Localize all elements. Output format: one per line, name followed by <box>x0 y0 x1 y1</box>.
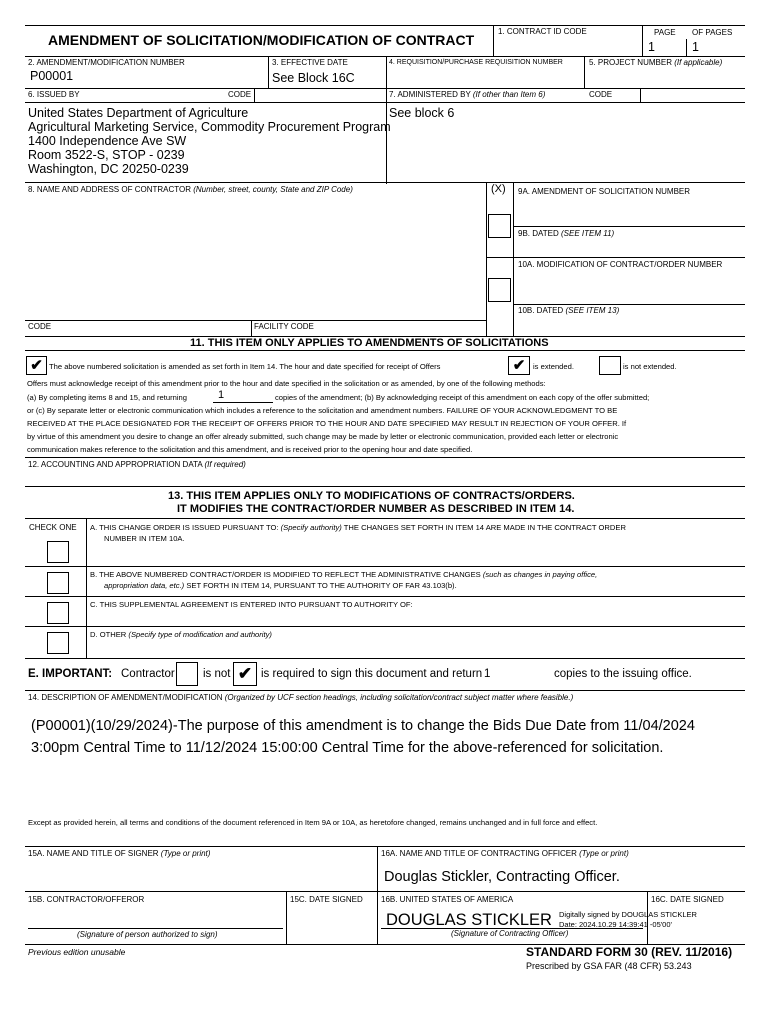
divider <box>386 56 387 88</box>
rule <box>25 88 745 89</box>
item-11-line-7: communication makes reference to the solicitation and this amendment, and is received prior to the opening hour and date specified. <box>27 445 473 454</box>
important-rest: is required to sign this document and return <box>261 668 483 680</box>
important-is-not: is not <box>203 668 231 680</box>
description-line-2: 3:00pm Central Time to 11/12/2024 15:00:00 Central Time for the above-referenced for solicitation. <box>31 740 664 756</box>
item-14-note: (Organized by UCF section headings, including solicitation/contract subject matter where feasible.) <box>224 693 574 702</box>
accounting-label <box>28 460 246 470</box>
prescribed-by: Prescribed by GSA FAR (48 CFR) 53.243 <box>526 961 692 971</box>
issued-by-line-2: Agricultural Marketing Service, Commodity Procurement Program <box>28 120 391 134</box>
administered-by-value: See block 6 <box>389 106 455 120</box>
divider <box>286 891 287 944</box>
divider <box>584 56 585 88</box>
rule <box>25 457 745 458</box>
divider <box>86 518 87 658</box>
except-text: Except as provided herein, all terms and conditions of the document referenced in Item 9A or 10A, as heretofore changed, remains unchanged and in full force and effect. <box>28 818 598 827</box>
officer-date-label: 16C. DATE SIGNED <box>651 895 724 904</box>
item-13c-checkbox[interactable] <box>47 602 69 624</box>
divider <box>377 846 378 944</box>
item-11-line-3b: copies of the amendment; (b) By acknowledging receipt of this amendment on each copy of the offer submitted; <box>275 393 650 402</box>
divider <box>493 25 494 56</box>
item-13a-line-2: NUMBER IN ITEM 10A. <box>104 534 185 543</box>
united-states-label: 16B. UNITED STATES OF AMERICA <box>381 895 514 904</box>
divider <box>686 39 687 56</box>
item-13b-line-1 <box>90 569 597 580</box>
rule <box>513 304 745 305</box>
accounting-text: 12. ACCOUNTING AND APPROPRIATION DATA <box>28 460 203 469</box>
officer-signature: DOUGLAS STICKLER <box>386 911 552 929</box>
signature-person-caption: (Signature of person authorized to sign) <box>77 930 218 939</box>
box-9a-label: 9A. AMENDMENT OF SOLICITATION NUMBER <box>518 187 691 196</box>
rule <box>25 486 745 487</box>
box-10b-note: (SEE ITEM 13) <box>565 306 620 315</box>
facility-code-label: FACILITY CODE <box>254 322 314 331</box>
item-13b-checkbox[interactable] <box>47 572 69 594</box>
page-label: PAGE <box>654 28 676 37</box>
box-9b-note: (SEE ITEM 11) <box>560 229 615 238</box>
effective-date-label: 3. EFFECTIVE DATE <box>272 58 348 67</box>
contractor-note: (Number, street, county, State and ZIP Code) <box>193 185 353 194</box>
project-number-text: 5. PROJECT NUMBER <box>589 58 672 67</box>
amended-checkbox[interactable]: ✔ <box>26 356 47 375</box>
signer-name-note: (Type or print) <box>160 849 211 858</box>
item-13d-note: (Specify type of modification and authority) <box>128 630 272 639</box>
rule <box>25 56 745 57</box>
item-13-title-1: 13. THIS ITEM APPLIES ONLY TO MODIFICATIONS OF CONTRACTS/ORDERS. <box>168 490 575 502</box>
officer-name-text: 16A. NAME AND TITLE OF CONTRACTING OFFICER <box>381 849 577 858</box>
previous-edition: Previous edition unusable <box>28 947 126 957</box>
rule <box>25 518 745 519</box>
box-9b-label <box>518 229 614 239</box>
effective-date-value: See Block 16C <box>272 71 355 85</box>
not-extended-label: is not extended. <box>623 362 677 371</box>
important-copies: 1 <box>484 668 491 680</box>
officer-name-value: Douglas Stickler, Contracting Officer. <box>384 869 620 885</box>
digital-signature-line-2: Date: 2024.10.29 14:39:41 -05'00' <box>559 920 672 929</box>
form-title: AMENDMENT OF SOLICITATION/MODIFICATION OF CONTRACT <box>48 32 475 48</box>
item-11-title: 11. THIS ITEM ONLY APPLIES TO AMENDMENTS OF SOLICITATIONS <box>190 337 549 349</box>
box-10b-label <box>518 306 619 316</box>
officer-name-label <box>381 849 629 859</box>
divider <box>513 182 514 336</box>
administered-by-label <box>389 90 545 100</box>
copies-underline <box>213 402 273 403</box>
item-11-line-5: RECEIVED AT THE PLACE DESIGNATED FOR THE RECEIPT OF OFFERS PRIOR TO THE HOUR AND DATE SPECIFIED MAY RESULT IN REJECTION OF YOUR OFFER. If <box>27 419 627 428</box>
description-line-1: (P00001)(10/29/2024)-The purpose of this amendment is to change the Bids Due Date from 11/04/2024 <box>31 718 695 734</box>
item-14-text: 14. DESCRIPTION OF AMENDMENT/MODIFICATION <box>28 693 223 702</box>
divider <box>254 88 255 102</box>
item-13b-note: (such as changes in paying office, <box>482 570 598 579</box>
amendment-number-value: P00001 <box>30 69 74 83</box>
important-tail: copies to the issuing office. <box>554 668 692 680</box>
admin-code-label: CODE <box>589 90 613 99</box>
project-number-label <box>589 58 722 68</box>
item-13d-checkbox[interactable] <box>47 632 69 654</box>
signature-line <box>28 928 283 929</box>
item-13-title-2: IT MODIFIES THE CONTRACT/ORDER NUMBER AS DESCRIBED IN ITEM 14. <box>177 503 575 515</box>
divider <box>251 320 252 336</box>
signer-name-text: 15A. NAME AND TITLE OF SIGNER <box>28 849 159 858</box>
extended-label: is extended. <box>533 362 574 371</box>
rule <box>25 350 745 351</box>
contractor-text: 8. NAME AND ADDRESS OF CONTRACTOR <box>28 185 191 194</box>
divider <box>268 56 269 88</box>
rule <box>25 596 745 597</box>
administered-by-text: 7. ADMINISTERED BY <box>389 90 471 99</box>
rule <box>25 182 745 183</box>
copies-returned-value: 1 <box>218 389 225 401</box>
item-13b-text-2: SET FORTH IN ITEM 14, PURSUANT TO THE AUTHORITY OF FAR 43.103(b). <box>186 581 457 590</box>
box-10a-label: 10A. MODIFICATION OF CONTRACT/ORDER NUMBER <box>518 260 723 269</box>
of-pages-number: 1 <box>692 40 699 54</box>
item-14-label <box>28 693 573 703</box>
item-11-line-6: by virtue of this amendment you desire to change an offer already submitted, such change may be made by letter or electronic communication, provided each letter or electronic <box>27 432 619 441</box>
box-9-checkbox[interactable] <box>488 214 511 238</box>
amendment-number-label: 2. AMENDMENT/MODIFICATION NUMBER <box>28 58 185 67</box>
digital-signature-line-1: Digitally signed by DOUGLAS STICKLER <box>559 910 697 919</box>
accounting-note: (If required) <box>204 460 246 469</box>
requisition-label: 4. REQUISITION/PURCHASE REQUISITION NUMBER <box>389 59 563 66</box>
contractor-offeror-label: 15B. CONTRACTOR/OFFEROR <box>28 895 145 904</box>
issued-by-line-4: Room 3522-S, STOP - 0239 <box>28 148 185 162</box>
rule <box>25 320 486 321</box>
extended-checkbox[interactable]: ✔ <box>508 356 530 375</box>
item-13d-label: D. OTHER <box>90 630 127 639</box>
rule <box>25 566 745 567</box>
item-13b-text: B. THE ABOVE NUMBERED CONTRACT/ORDER IS MODIFIED TO REFLECT THE ADMINISTRATIVE CHANGES <box>90 570 481 579</box>
item-11-line-3a: (a) By completing items 8 and 15, and returning <box>27 393 187 402</box>
contract-id-label: 1. CONTRACT ID CODE <box>498 27 587 36</box>
contractor-is-checkbox[interactable]: ✔ <box>233 662 257 686</box>
issued-by-line-5: Washington, DC 20250-0239 <box>28 162 189 176</box>
issued-by-label: 6. ISSUED BY <box>28 90 80 99</box>
item-13a-checkbox[interactable] <box>47 541 69 563</box>
issued-by-line-1: United States Department of Agriculture <box>28 106 249 120</box>
rule <box>25 626 745 627</box>
not-extended-checkbox[interactable] <box>599 356 621 375</box>
issued-by-line-3: 1400 Independence Ave SW <box>28 134 187 148</box>
item-11-line-1: The above numbered solicitation is amended as set forth in Item 14. The hour and date specified for receipt of Offers <box>49 362 441 371</box>
rule <box>25 891 745 892</box>
item-13d-text <box>90 629 272 640</box>
rule <box>25 658 745 659</box>
divider <box>640 88 641 102</box>
rule <box>25 690 745 691</box>
item-11-line-2: Offers must acknowledge receipt of this amendment prior to the hour and date specified in the solicitation or as amended, by one of the following methods: <box>27 379 546 388</box>
contractor-is-not-checkbox[interactable] <box>176 662 198 686</box>
rule <box>25 102 745 103</box>
form-top-border <box>25 25 745 26</box>
x-column-label: (X) <box>491 183 506 195</box>
signature-officer-caption: (Signature of Contracting Officer) <box>451 929 569 938</box>
box-9b-text: 9B. DATED <box>518 229 559 238</box>
item-13b-line-2 <box>104 580 457 591</box>
of-pages-label: OF PAGES <box>692 28 733 37</box>
officer-name-note: (Type or print) <box>579 849 629 858</box>
contractor-code-label: CODE <box>28 322 52 331</box>
important-contractor: Contractor <box>121 668 175 680</box>
box-10b-text: 10B. DATED <box>518 306 564 315</box>
item-13a-note: (Specify authority) <box>280 523 342 532</box>
important-label: E. IMPORTANT: <box>28 668 113 680</box>
project-number-note: (If applicable) <box>674 58 723 67</box>
signer-name-label <box>28 849 210 859</box>
rule <box>486 257 745 258</box>
issued-code-label: CODE <box>228 90 252 99</box>
check-one-label: CHECK ONE <box>29 523 77 532</box>
item-13a-line-1 <box>90 522 626 533</box>
item-13b-note-2: appropriation data, etc.) <box>104 581 185 590</box>
item-13a-text-b: THE CHANGES SET FORTH IN ITEM 14 ARE MADE IN THE CONTRACT ORDER <box>343 523 626 532</box>
contractor-date-label: 15C. DATE SIGNED <box>290 895 363 904</box>
form-number: STANDARD FORM 30 (REV. 11/2016) <box>526 945 733 959</box>
divider <box>642 25 643 56</box>
administered-by-note: (If other than Item 6) <box>472 90 546 99</box>
item-13c-text: C. THIS SUPPLEMENTAL AGREEMENT IS ENTERED INTO PURSUANT TO AUTHORITY OF: <box>90 600 413 609</box>
rule <box>25 846 745 847</box>
item-11-line-4: or (c) By separate letter or electronic communication which includes a reference to the solicitation and amendment numbers. FAILURE OF YOUR ACKNOWLEDGMENT TO BE <box>27 406 618 415</box>
item-13a-text: A. THIS CHANGE ORDER IS ISSUED PURSUANT TO: <box>90 523 279 532</box>
divider <box>486 182 487 336</box>
rule <box>513 226 745 227</box>
page-number: 1 <box>648 40 655 54</box>
contractor-label <box>28 185 353 195</box>
box-10-checkbox[interactable] <box>488 278 511 302</box>
